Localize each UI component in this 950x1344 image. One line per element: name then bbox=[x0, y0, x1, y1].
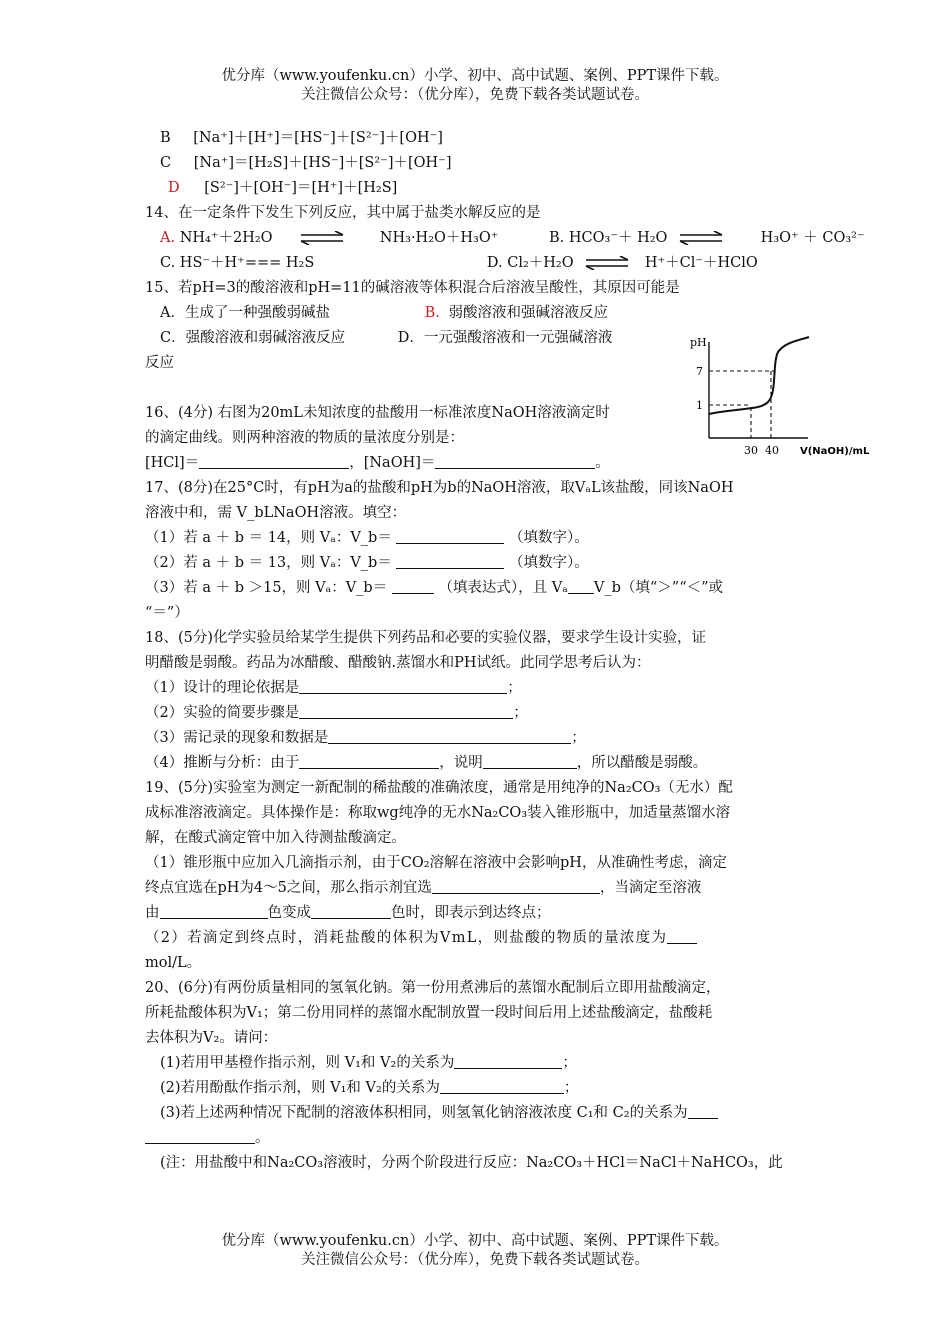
q14-b-label: B. bbox=[549, 230, 565, 246]
q17-p3-tail: V_b（填“＞”“＜”或 bbox=[593, 580, 724, 596]
option-c-row bbox=[160, 153, 451, 173]
q19-part-2 bbox=[145, 928, 697, 948]
q17-line-2: 溶液中和，需 V_bLNaOH溶液。填空： bbox=[145, 505, 407, 521]
answer-label: A. bbox=[160, 230, 176, 246]
q20-line-3: 去体积为V₂。请问： bbox=[145, 1030, 278, 1046]
answer-blank[interactable] bbox=[160, 904, 268, 919]
q20-part-3-cont bbox=[145, 1128, 270, 1148]
q17-p3-text: （3）若 a ＋ b ＞15，则 Vₐ：V_b＝ bbox=[145, 580, 388, 596]
answer-blank[interactable] bbox=[299, 679, 507, 694]
header-line-2: 关注微信公众号：（优分库），免费下载各类试题试卷。 bbox=[301, 87, 649, 103]
q17-part-3 bbox=[145, 578, 723, 598]
punct: ； bbox=[571, 730, 586, 746]
q20-note: (注：用盐酸中和Na₂CO₃溶液时，分两个阶段进行反应：Na₂CO₃＋HCl＝NaCl＋NaHCO₃，此 bbox=[160, 1155, 783, 1171]
q15-b: 弱酸溶液和强碱溶液反应 bbox=[448, 305, 608, 321]
q19-part-2-cont: mol/L。 bbox=[145, 955, 202, 971]
q16-hcl-label: [HCl]＝ bbox=[145, 455, 200, 471]
q19-p2-text: （2）若滴定到终点时，消耗盐酸的体积为VmL，则盐酸的物质的量浓度为 bbox=[145, 930, 668, 946]
q14-d-left: Cl₂＋H₂O bbox=[507, 255, 574, 271]
q18-p4-mid: ，说明 bbox=[439, 755, 483, 771]
option-label: C bbox=[160, 155, 172, 171]
q18-p3-text: （3）需记录的现象和数据是 bbox=[145, 730, 329, 746]
q18-part-3 bbox=[145, 728, 586, 748]
y-axis-label: pH bbox=[690, 336, 707, 349]
q14-stem: 14、在一定条件下发生下列反应，其中属于盐类水解反应的是 bbox=[145, 205, 541, 221]
punct: ； bbox=[507, 680, 522, 696]
punct: ； bbox=[562, 1055, 577, 1071]
q20-line-2: 所耗盐酸体积为V₁；第二份用同样的蒸馏水配制放置一段时间后用上述盐酸滴定，盐酸耗 bbox=[145, 1005, 713, 1021]
answer-blank[interactable] bbox=[568, 579, 594, 594]
q15-stem: 15、若pH=3的酸溶液和pH=11的碱溶液等体积混合后溶液呈酸性，其原因可能是 bbox=[145, 280, 680, 296]
punct: ； bbox=[563, 1080, 579, 1096]
q18-p1-text: （1）设计的理论依据是 bbox=[145, 680, 300, 696]
q17-part-3-cont: “＝”） bbox=[145, 605, 189, 621]
answer-blank[interactable] bbox=[454, 1054, 562, 1069]
option-text: [Na⁺]＋[H⁺]＝[HS⁻]＋[S²⁻]＋[OH⁻] bbox=[193, 130, 443, 146]
q14-a-left: NH₄⁺＋2H₂O bbox=[179, 230, 273, 246]
q14-row-cd bbox=[160, 253, 758, 273]
q15-d-continued: 反应 bbox=[145, 355, 174, 371]
q20-part-2 bbox=[160, 1078, 578, 1098]
q20-line-1: 20、(6分)有两份质量相同的氢氧化钠。第一份用煮沸后的蒸馏水配制后立即用盐酸滴定， bbox=[145, 980, 721, 996]
q14-d-right: H⁺＋Cl⁻＋HClO bbox=[644, 255, 758, 271]
q19-p1d-text: 由 bbox=[145, 905, 160, 921]
answer-label: B. bbox=[424, 305, 440, 321]
q17-p2-text: （2）若 a ＋ b ＝ 13，则 Vₐ：V_b＝ bbox=[145, 555, 392, 571]
x-tick-40: 40 bbox=[765, 444, 779, 457]
q18-p4-tail: ，所以醋酸是弱酸。 bbox=[576, 755, 708, 771]
q20-p1-text: (1)若用甲基橙作指示剂，则 V₁和 V₂的关系为 bbox=[160, 1055, 455, 1071]
q14-row-ab bbox=[160, 228, 865, 248]
q18-line-2: 明醋酸是弱酸。药品为冰醋酸、醋酸钠.蒸馏水和PH试纸。此同学思考后认为： bbox=[145, 655, 651, 671]
q18-line-1: 18、(5分)化学实验员给某学生提供下列药品和必要的实验仪器，要求学生设计实验，证 bbox=[145, 630, 706, 646]
answer-blank[interactable] bbox=[483, 754, 577, 769]
punct: 。 bbox=[255, 1130, 270, 1146]
q15-row-cd bbox=[160, 328, 612, 348]
equilibrium-arrow-icon bbox=[678, 231, 724, 245]
q14-b-left: HCO₃⁻＋ H₂O bbox=[568, 230, 668, 246]
q16-line-2: 的滴定曲线。则两种溶液的物质的量浓度分别是： bbox=[145, 430, 464, 446]
q20-part-3 bbox=[160, 1103, 718, 1123]
q14-d-label: D. bbox=[486, 255, 503, 271]
answer-blank[interactable] bbox=[396, 554, 504, 569]
y-tick-1: 1 bbox=[696, 399, 703, 412]
q18-p4-text: （4）推断与分析：由于 bbox=[145, 755, 300, 771]
q16-line-1: 16、(4分) 右图为20mL未知浓度的盐酸用一标准浓度NaOH溶液滴定时 bbox=[145, 405, 610, 421]
y-tick-7: 7 bbox=[696, 365, 703, 378]
q17-p1-text: （1）若 a ＋ b ＝ 14，则 Vₐ：V_b＝ bbox=[145, 530, 392, 546]
option-label: B bbox=[160, 130, 171, 146]
x-axis-label: V(NaOH)/mL bbox=[800, 446, 870, 457]
q19-p1f-text: 色时，即表示到达终点； bbox=[391, 905, 551, 921]
option-text: [S²⁻]＋[OH⁻]＝[H⁺]＋[H₂S] bbox=[204, 180, 398, 196]
q17-line-1: 17、(8分)在25°C时，有pH为a的盐酸和pH为b的NaOH溶液，取VₐL该盐酸，同该NaOH bbox=[145, 480, 734, 496]
answer-blank[interactable] bbox=[299, 754, 439, 769]
answer-blank[interactable] bbox=[328, 729, 571, 744]
answer-blank[interactable] bbox=[432, 879, 600, 894]
titration-curve-graph bbox=[688, 330, 893, 460]
q15-row-ab bbox=[160, 303, 608, 323]
option-d-row bbox=[168, 178, 397, 198]
q15-a: A．生成了一种强酸弱碱盐 bbox=[160, 305, 330, 321]
q16-answer-row bbox=[145, 453, 610, 473]
equilibrium-arrow-icon bbox=[299, 231, 345, 245]
q20-part-1 bbox=[160, 1053, 577, 1073]
q20-p2-text: (2)若用酚酞作指示剂，则 V₁和 V₂的关系为 bbox=[160, 1080, 440, 1096]
q19-p1b-text: 终点宜选在pH为4～5之间，那么指示剂宜选 bbox=[145, 880, 432, 896]
answer-blank[interactable] bbox=[311, 904, 391, 919]
q19-line-1: 19、(5分)实验室为测定一新配制的稀盐酸的准确浓度，通常是用纯净的Na₂CO₃（无水）配 bbox=[145, 780, 733, 796]
q16-naoh-label: ，[NaOH]＝ bbox=[349, 455, 436, 471]
q17-p3-hint: （填表达式），且 Vₐ bbox=[438, 580, 568, 596]
answer-blank[interactable] bbox=[145, 1129, 255, 1144]
answer-blank[interactable] bbox=[392, 579, 434, 594]
answer-blank[interactable] bbox=[199, 454, 349, 469]
answer-blank[interactable] bbox=[440, 1079, 564, 1094]
answer-blank[interactable] bbox=[667, 929, 697, 944]
q15-c: C．强酸溶液和弱碱溶液反应 bbox=[160, 330, 346, 346]
q18-part-4 bbox=[145, 753, 707, 773]
q16-end: 。 bbox=[595, 455, 610, 471]
q15-d: D．一元强酸溶液和一元强碱溶液 bbox=[397, 330, 613, 346]
q17-part-1 bbox=[145, 528, 589, 548]
option-b-row bbox=[160, 128, 443, 148]
fill-hint: （填数字）。 bbox=[509, 555, 589, 571]
q19-part-1b bbox=[145, 878, 701, 898]
option-text: [Na⁺]＝[H₂S]＋[HS⁻]＋[S²⁻]＋[OH⁻] bbox=[193, 155, 452, 171]
q18-part-2 bbox=[145, 703, 528, 723]
q19-part-1a: （1）锥形瓶中应加入几滴指示剂，由于CO₂溶解在溶液中会影响pH，从准确性考虑，滴定 bbox=[145, 855, 727, 871]
answer-label: D bbox=[168, 180, 180, 196]
q19-p1e-text: 色变成 bbox=[267, 905, 311, 921]
answer-blank[interactable] bbox=[396, 529, 504, 544]
q14-b-right: H₃O⁺ ＋ CO₃²⁻ bbox=[760, 230, 865, 246]
q19-line-2: 成标准溶液滴定。具体操作是：称取wg纯净的无水Na₂CO₃装入锥形瓶中，加适量蒸馏水溶 bbox=[145, 805, 731, 821]
q18-p2-text: （2）实验的简要步骤是 bbox=[145, 705, 300, 721]
footer-line-1: 优分库（www.youfenku.cn）小学、初中、高中试题、案例、PPT课件下载。 bbox=[221, 1233, 729, 1249]
q14-c-text: C. HS⁻＋H⁺=== H₂S bbox=[160, 255, 315, 271]
titration-curve bbox=[709, 337, 809, 414]
q19-line-3: 解，在酸式滴定管中加入待测盐酸滴定。 bbox=[145, 830, 406, 846]
fill-hint: （填数字）。 bbox=[509, 530, 589, 546]
footer-line-2: 关注微信公众号：（优分库），免费下载各类试题试卷。 bbox=[301, 1252, 649, 1268]
q18-part-1 bbox=[145, 678, 522, 698]
answer-blank[interactable] bbox=[688, 1104, 718, 1119]
punct: ； bbox=[513, 705, 528, 721]
q14-a-right: NH₃·H₂O＋H₃O⁺ bbox=[379, 230, 499, 246]
answer-blank[interactable] bbox=[299, 704, 513, 719]
q17-part-2 bbox=[145, 553, 589, 573]
q20-p3-text: (3)若上述两种情况下配制的溶液体积相同，则氢氧化钠溶液浓度 C₁和 C₂的关系为 bbox=[160, 1105, 688, 1121]
x-tick-30: 30 bbox=[744, 444, 758, 457]
answer-blank[interactable] bbox=[435, 454, 595, 469]
header-line-1: 优分库（www.youfenku.cn）小学、初中、高中试题、案例、PPT课件下载。 bbox=[221, 68, 729, 84]
q19-part-1c bbox=[145, 903, 551, 923]
q19-p1c-text: ，当滴定至溶液 bbox=[599, 880, 702, 896]
equilibrium-arrow-icon bbox=[584, 256, 630, 270]
